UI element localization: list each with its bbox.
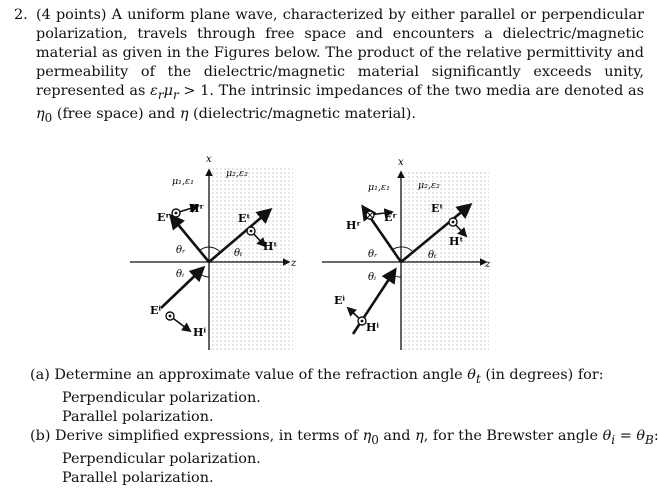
E-transmitted-dot-center-right	[452, 221, 455, 224]
H-transmitted-label-left: Hᵗ	[263, 240, 278, 253]
x-axis-label-left: x	[206, 154, 212, 165]
question-a-parallel: Parallel polarization.	[62, 408, 214, 425]
E-reflected-label-left: Eʳ	[157, 211, 170, 224]
medium2-label-right: μ₂,ε₂	[418, 180, 440, 191]
H-incident-label-right: Hⁱ	[366, 321, 380, 334]
medium1-label-left: μ₁,ε₁	[172, 176, 194, 187]
problem-statement	[14, 6, 644, 128]
H-reflected-label-right: Hʳ	[346, 219, 361, 232]
problem-text: (4 points) A uniform plane wave, characterized by either parallel or perpendicular polarization, travels through free space and encounters a dielectric/magnetic material as given in the Figures below. The product of the relative permittivity and permeability of the dielectric/magnetic material significantly exceeds unity, represented as $\varepsilon_r\mu_r > 1$. The intrinsic impedances of the two media are denoted as $\eta_0$ (free space) and η (dielectric/magnetic material).	[36, 7, 644, 125]
theta-t-label-left: θₜ	[234, 248, 243, 259]
E-transmitted-dot-center-left	[250, 230, 253, 233]
H-incident-label-left: Hⁱ	[193, 326, 207, 339]
medium2-region-left	[209, 168, 293, 350]
question-b-parallel: Parallel polarization.	[62, 469, 214, 486]
z-axis-label-left: z	[291, 258, 297, 269]
medium2-region-right	[401, 170, 489, 350]
theta-i-arc-left	[199, 273, 209, 277]
theta-r-label-right: θᵣ	[368, 249, 378, 260]
H-transmitted-label-right: Hᵗ	[449, 235, 464, 248]
figure-left	[130, 154, 297, 350]
figure-right	[322, 157, 491, 350]
theta-i-label-left: θᵢ	[176, 269, 185, 280]
E-reflected-dot-center-left	[175, 212, 178, 215]
medium1-label-right: μ₁,ε₁	[368, 182, 390, 193]
figures	[0, 148, 657, 360]
E-incident-label-right: Eⁱ	[334, 294, 346, 307]
theta-r-label-left: θᵣ	[176, 245, 186, 256]
question-b-perpendicular: Perpendicular polarization.	[62, 450, 261, 467]
H-incident-dot-center-right	[361, 320, 364, 323]
x-axis-label-right: x	[398, 157, 404, 168]
E-incident-label-left: Eⁱ	[150, 304, 162, 317]
E-transmitted-label-right: Eᵗ	[431, 202, 444, 215]
z-axis-label-right: z	[485, 259, 491, 270]
questions	[30, 366, 659, 488]
theta-r-arc-right	[392, 247, 401, 250]
E-transmitted-label-left: Eᵗ	[238, 212, 251, 225]
theta-i-label-right: θᵢ	[368, 272, 377, 283]
question-a: (a) Determine an approximate value of the refraction angle $\theta_t$ (in degrees) for:	[30, 367, 604, 386]
theta-i-arc-right	[393, 275, 401, 277]
question-a-perpendicular: Perpendicular polarization.	[62, 389, 261, 406]
question-b: (b) Derive simplified expressions, in terms of $\eta_0$ and η, for the Brewster angle $\theta_i = \theta_B$:	[30, 427, 659, 447]
medium2-label-left: μ₂,ε₂	[226, 168, 248, 179]
H-reflected-label-left: Hʳ	[189, 202, 204, 215]
E-reflected-label-right: Eʳ	[384, 211, 397, 224]
theta-t-label-right: θₜ	[428, 250, 437, 261]
problem-number: 2.	[14, 7, 28, 23]
E-incident-dot-center-left	[169, 315, 172, 318]
